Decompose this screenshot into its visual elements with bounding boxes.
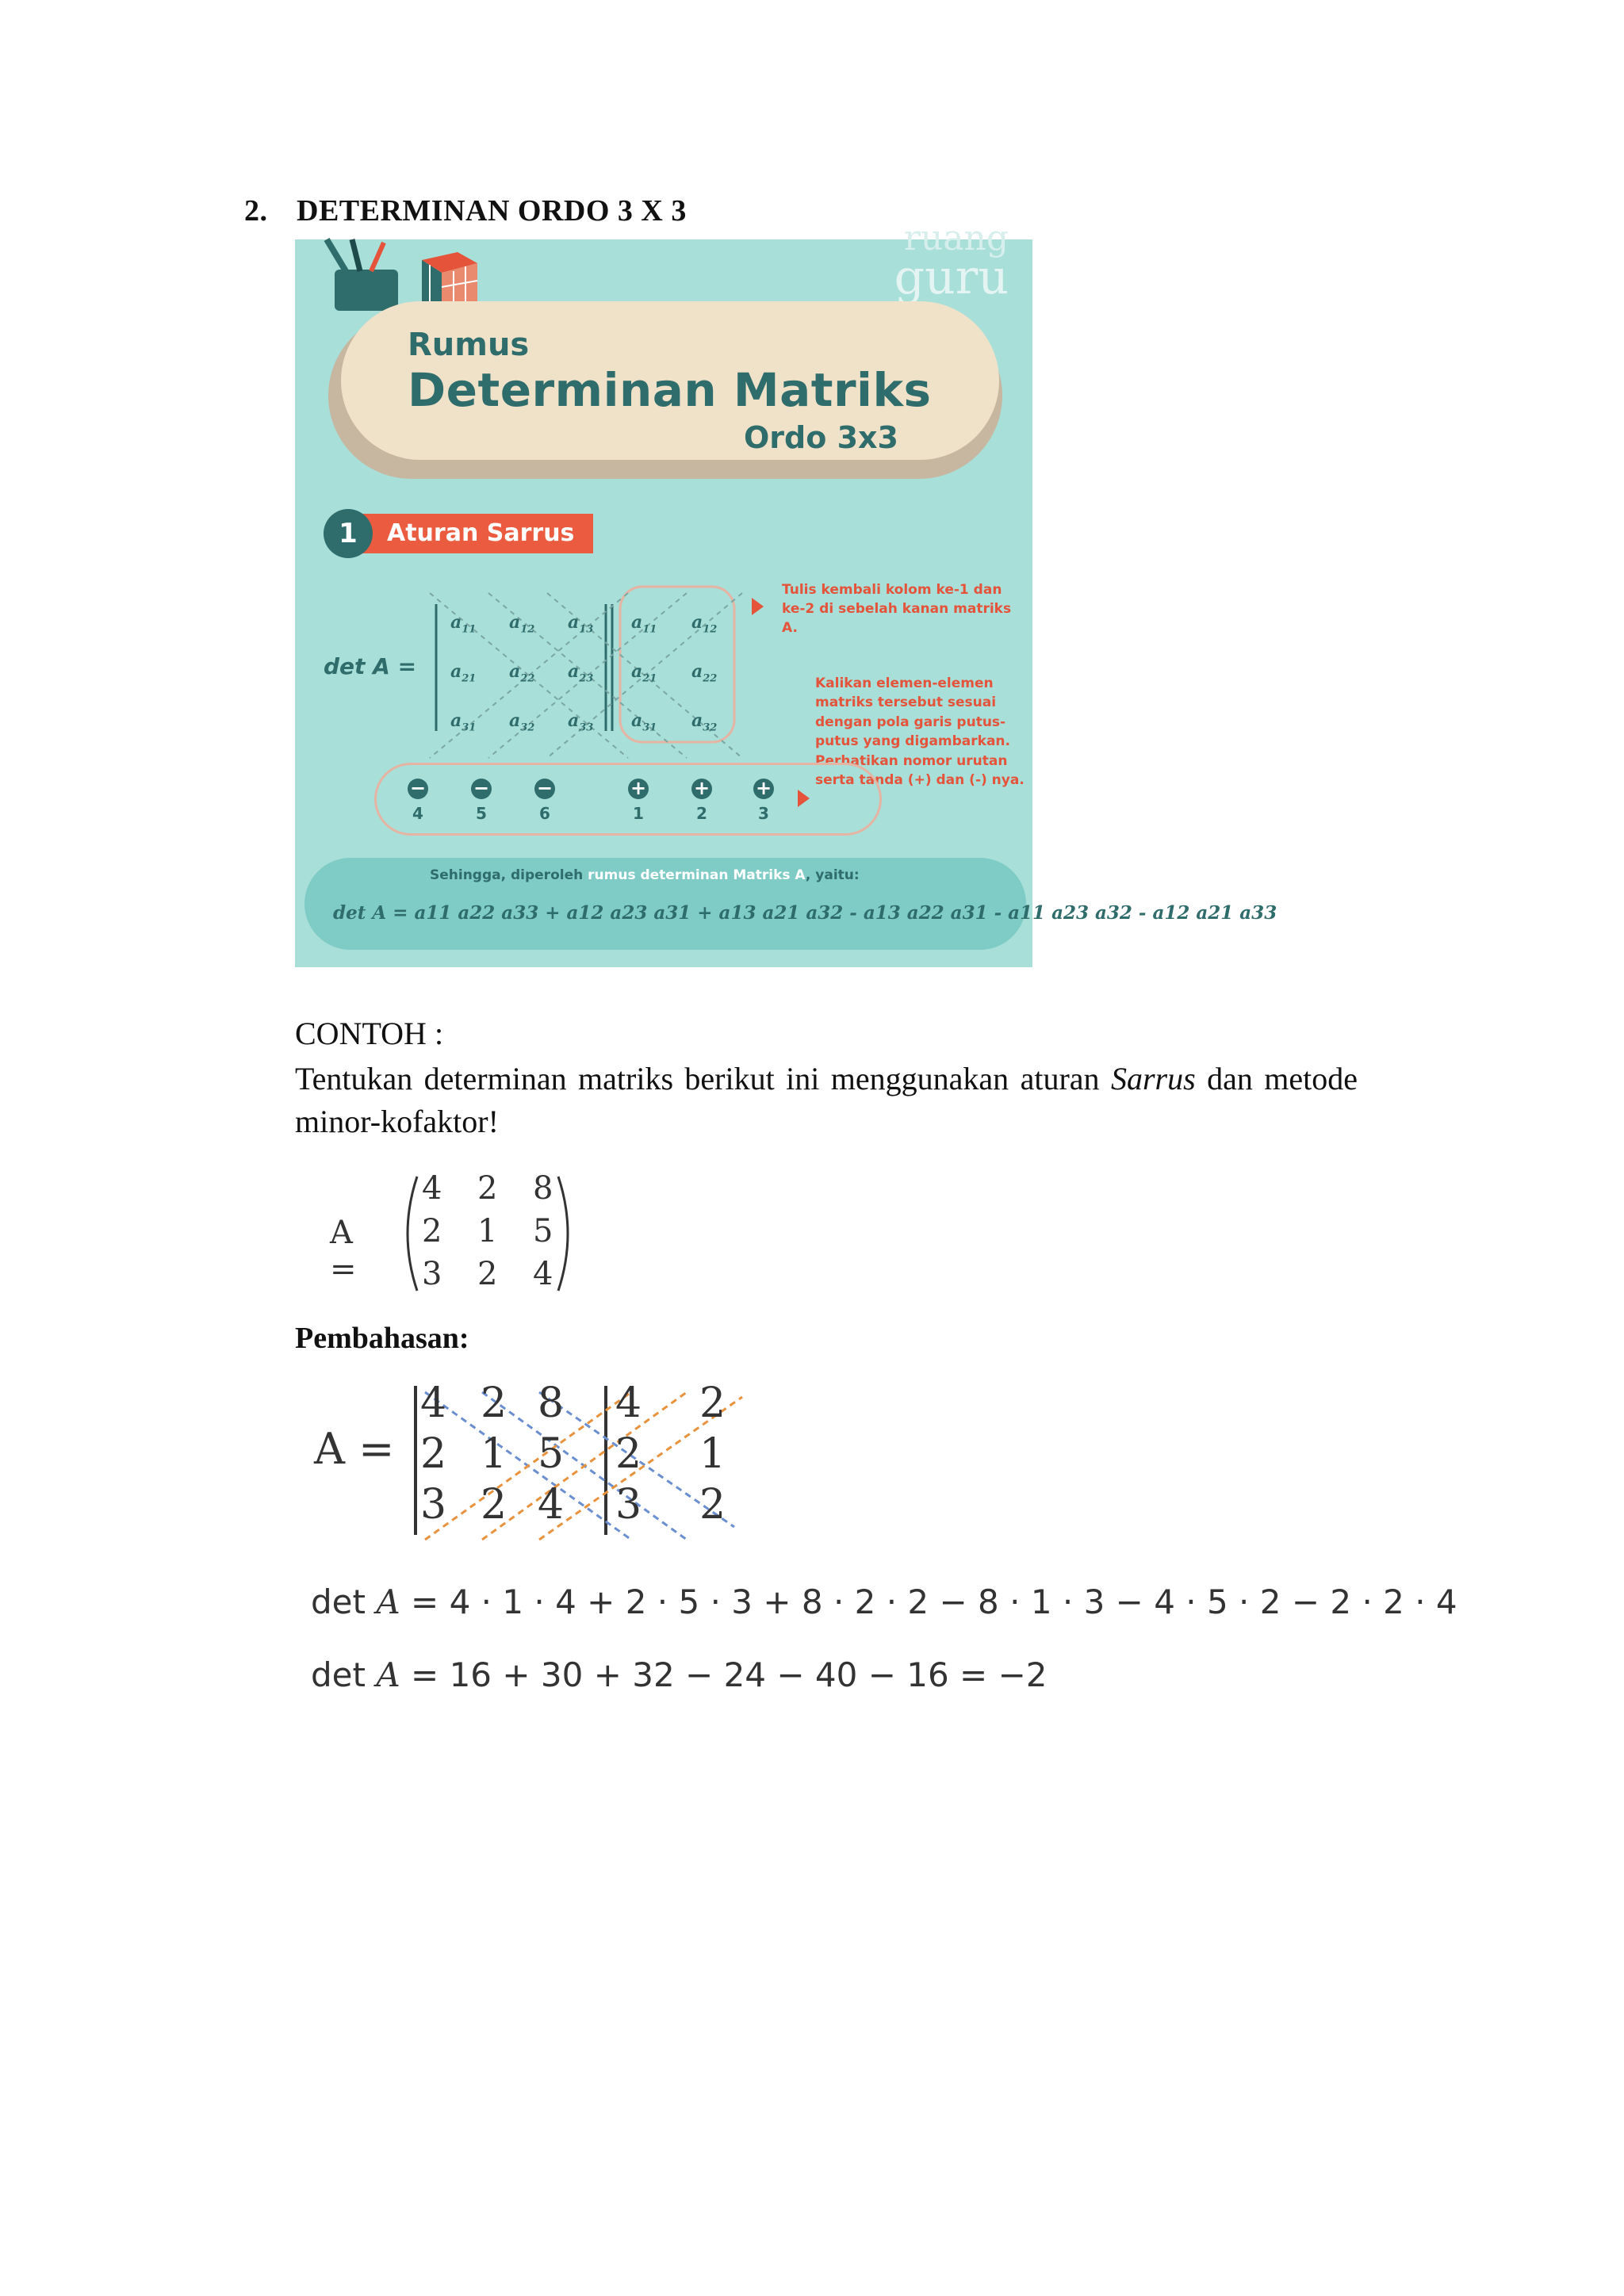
sarrus-term: Sarrus	[1110, 1061, 1196, 1096]
sarrus-infographic	[295, 218, 1277, 967]
extended-matrix-cell: 1	[699, 1430, 726, 1478]
matrix-element: $a_{22}$	[509, 661, 535, 685]
extended-matrix-cell: 2	[481, 1481, 508, 1529]
extended-matrix-cell: 3	[420, 1481, 447, 1529]
matrix-element: $a_{31}$	[631, 710, 657, 734]
det-a-label: det A =	[324, 653, 417, 679]
brand-logo: ruang guru	[894, 218, 1009, 305]
matrix-cell: 2	[477, 1256, 498, 1292]
extended-matrix-cell: 3	[615, 1481, 642, 1529]
matrix-element: $a_{23}$	[568, 661, 594, 685]
extended-matrix-label: A =	[314, 1424, 395, 1474]
extended-matrix-cell: 2	[481, 1380, 508, 1427]
sarrus-solution-matrix	[314, 1376, 758, 1543]
matrix-element: $a_{11}$	[631, 612, 657, 636]
matrix-element: $a_{32}$	[691, 710, 718, 734]
sign-order-number: 6	[539, 804, 550, 823]
solution-label: Pembahasan:	[295, 1322, 469, 1355]
matrix-element: $a_{12}$	[691, 612, 718, 636]
plus-icon: +	[691, 779, 712, 799]
extended-matrix-cell: 1	[481, 1430, 508, 1478]
matrix-cell: 8	[533, 1170, 553, 1207]
plus-icon: +	[628, 779, 649, 799]
result-intro: Sehingga, diperoleh rumus determinan Matriks A, yaitu:	[430, 867, 860, 883]
section-number: 2.	[244, 194, 268, 228]
minus-icon: −	[471, 779, 492, 799]
note-multiply-pattern: Kalikan elemen-elemen matriks tersebut sesuai dengan pola garis putus-putus yang digambarkan. Perhatikan nomor urutan serta tanda (+) dan (-) nya.	[815, 675, 1025, 789]
matrix-element: $a_{11}$	[450, 612, 477, 636]
sign-order-number: 1	[633, 804, 644, 823]
title-sub: Ordo 3x3	[744, 420, 898, 455]
extended-matrix-cell: 4	[538, 1481, 565, 1529]
matrix-cell: 4	[533, 1256, 553, 1292]
section-badge-number: 1	[324, 509, 373, 558]
matrix-cell: 1	[477, 1213, 498, 1249]
extended-matrix-cell: 2	[420, 1430, 447, 1478]
plus-icon: +	[753, 779, 774, 799]
sign-order-number: 3	[758, 804, 769, 823]
extended-matrix-cell: 5	[538, 1430, 565, 1478]
result-formula: det A = a11 a22 a33 + a12 a23 a31 + a13 a21 a32 - a13 a22 a31 - a11 a23 a32 - a12 a21 a33	[333, 902, 1277, 924]
sign-order-strip	[374, 763, 882, 836]
matrix-element: $a_{21}$	[450, 661, 477, 685]
matrix-cell: 5	[533, 1213, 553, 1249]
note-rewrite-columns: Tulis kembali kolom ke-1 dan ke-2 di sebelah kanan matriks A.	[782, 582, 1012, 636]
extended-matrix-cell: 2	[615, 1430, 642, 1478]
example-label: CONTOH :	[295, 1016, 444, 1051]
arrow-icon	[752, 598, 764, 615]
det-expansion: det A = 4 · 1 · 4 + 2 · 5 · 3 + 8 · 2 · 2 − 8 · 1 · 3 − 4 · 5 · 2 − 2 · 2 · 4	[311, 1582, 1457, 1621]
sign-order-number: 2	[696, 804, 707, 823]
extended-matrix-cell: 4	[420, 1380, 447, 1427]
matrix-element: $a_{13}$	[568, 612, 594, 636]
matrix-element: $a_{33}$	[568, 710, 594, 734]
section-title: DETERMINAN ORDO 3 X 3	[297, 194, 687, 228]
matrix-element: $a_{22}$	[691, 661, 718, 685]
section-heading	[244, 193, 687, 228]
det-result: det A = 16 + 30 + 32 − 24 − 40 − 16 = −2	[311, 1655, 1048, 1694]
extended-matrix-cell: 2	[699, 1481, 726, 1529]
title-main: Determinan Matriks	[408, 363, 932, 417]
minus-icon: −	[408, 779, 428, 799]
extended-matrix-cell: 8	[538, 1380, 565, 1427]
matrix-a-label: A =	[330, 1215, 357, 1288]
minus-icon: −	[534, 779, 555, 799]
matrix-element: $a_{12}$	[509, 612, 535, 636]
extended-matrix-cell: 2	[699, 1380, 726, 1427]
section-badge-label: Aturan Sarrus	[358, 514, 593, 553]
matrix-element: $a_{32}$	[509, 710, 535, 734]
title-top: Rumus	[408, 327, 530, 363]
extended-matrix-cell: 4	[615, 1380, 642, 1427]
example-question: Tentukan determinan matriks berikut ini menggunakan aturan Sarrus dan metode minor-kofaktor!	[295, 1061, 1358, 1139]
matrix-element: $a_{21}$	[631, 661, 657, 685]
sign-order-number: 4	[412, 804, 423, 823]
matrix-cell: 2	[477, 1170, 498, 1207]
matrix-cell: 3	[422, 1256, 442, 1292]
matrix-element: $a_{31}$	[450, 710, 477, 734]
matrix-cell: 2	[422, 1213, 442, 1249]
matrix-cell: 4	[422, 1170, 442, 1207]
sign-order-number: 5	[476, 804, 487, 823]
